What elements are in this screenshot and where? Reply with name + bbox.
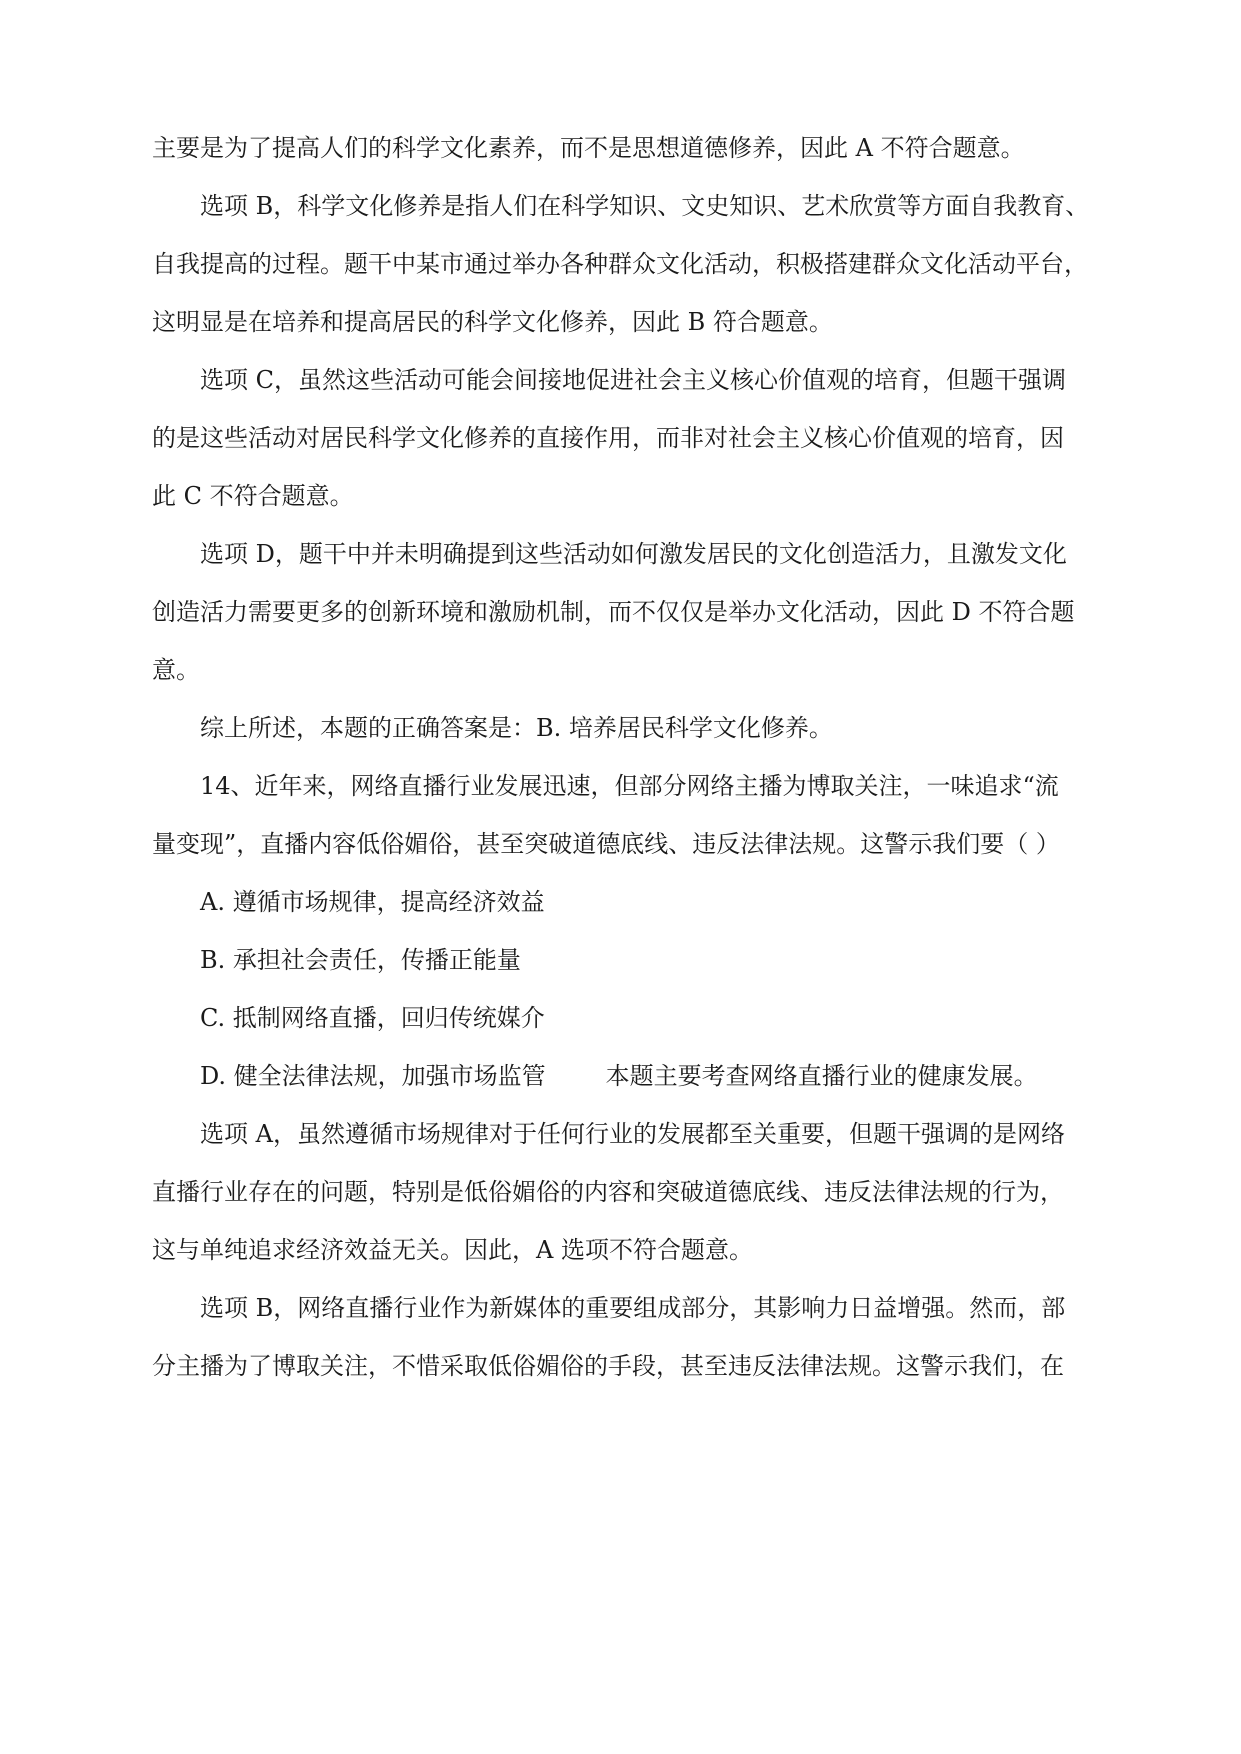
text-line: 综上所述，本题的正确答案是：B. 培养居民科学文化修养。 [200, 714, 833, 742]
text-line: 这与单纯追求经济效益无关。因此，A 选项不符合题意。 [152, 1236, 753, 1264]
text-line: 创造活力需要更多的创新环境和激励机制，而不仅仅是举办文化活动，因此 D 不符合题 [152, 598, 1075, 626]
option-b: B. 承担社会责任，传播正能量 [200, 946, 521, 974]
text-line: 选项 D，题干中并未明确提到这些活动如何激发居民的文化创造活力，且激发文化 [200, 540, 1067, 568]
question-line: 量变现”，直播内容低俗媚俗，甚至突破道德底线、违反法律法规。这警示我们要（ ） [152, 830, 1060, 858]
text-line: 的是这些活动对居民科学文化修养的直接作用，而非对社会主义核心价值观的培育，因 [152, 424, 1064, 452]
text-line: 选项 A，虽然遵循市场规律对于任何行业的发展都至关重要，但题干强调的是网络 [200, 1120, 1065, 1148]
text-line: 此 C 不符合题意。 [152, 482, 354, 510]
question-line: 14、近年来，网络直播行业发展迅速，但部分网络主播为博取关注，一味追求“流 [200, 772, 1059, 800]
text-line: 选项 B，科学文化修养是指人们在科学知识、文史知识、艺术欣赏等方面自我教育、 [200, 192, 1090, 220]
option-d-line [200, 1061, 1038, 1091]
option-c: C. 抵制网络直播，回归传统媒介 [200, 1004, 545, 1032]
option-a: A. 遵循市场规律，提高经济效益 [200, 888, 545, 916]
text-line: 自我提高的过程。题干中某市通过举办各种群众文化活动，积极搭建群众文化活动平台， [152, 250, 1088, 278]
text-line: 选项 C，虽然这些活动可能会间接地促进社会主义核心价值观的培育，但题干强调 [200, 366, 1066, 394]
text-line: 这明显是在培养和提高居民的科学文化修养，因此 B 符合题意。 [152, 308, 833, 336]
text-line: 意。 [152, 656, 200, 684]
text-line: 主要是为了提高人们的科学文化素养，而不是思想道德修养，因此 A 不符合题意。 [152, 134, 1025, 162]
text-line: 分主播为了博取关注，不惜采取低俗媚俗的手段，甚至违反法律法规。这警示我们，在 [152, 1352, 1064, 1380]
option-d: D. 健全法律法规，加强市场监管 [200, 1062, 546, 1090]
text-line: 直播行业存在的问题，特别是低俗媚俗的内容和突破道德底线、违反法律法规的行为， [152, 1178, 1064, 1206]
text-line: 选项 B，网络直播行业作为新媒体的重要组成部分，其影响力日益增强。然而，部 [200, 1294, 1066, 1322]
analysis-intro: 本题主要考查网络直播行业的健康发展。 [605, 1062, 1038, 1090]
